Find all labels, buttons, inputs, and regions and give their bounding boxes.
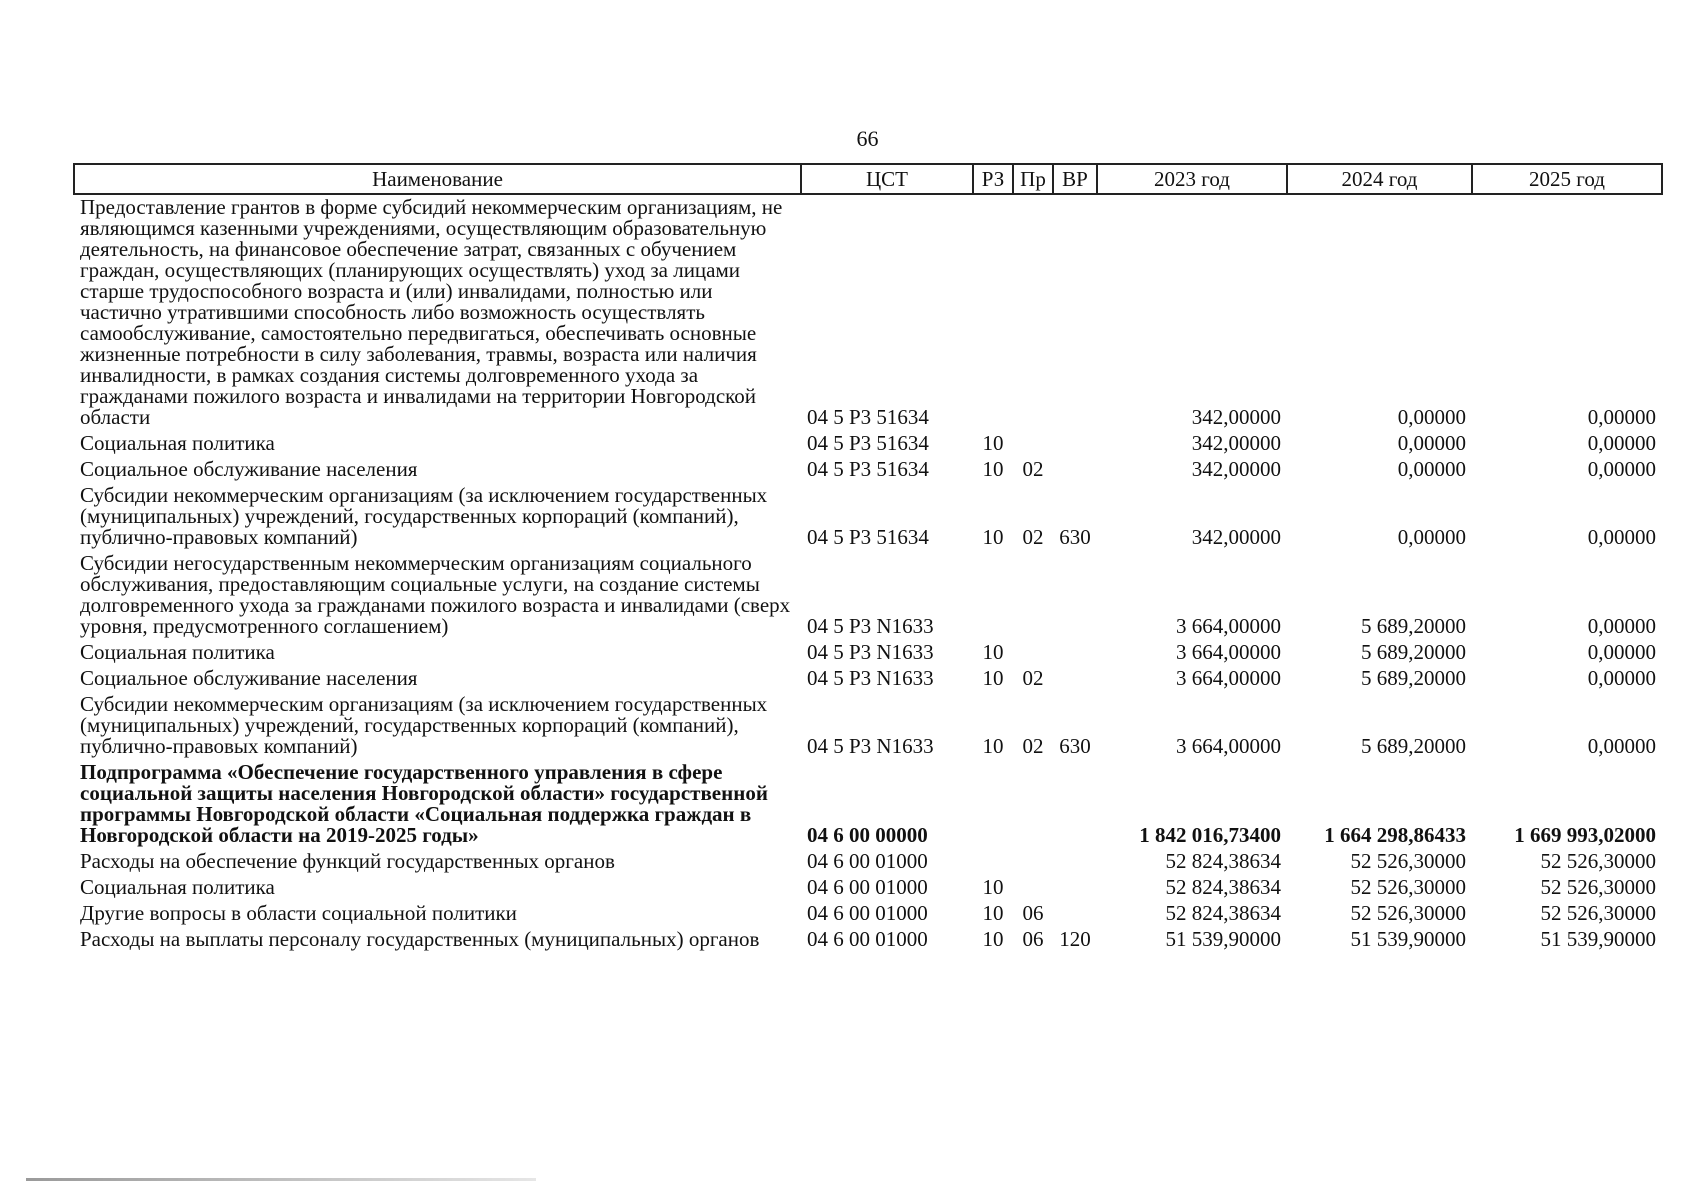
row-vr [1053, 849, 1097, 875]
table-row [74, 666, 1662, 692]
row-cst: 04 5 Р3 N1633 [807, 666, 934, 690]
row-vr [1053, 901, 1097, 927]
scan-edge-line [26, 1178, 536, 1181]
row-cst: 04 6 00 00000 [807, 823, 928, 847]
row-pr [1013, 431, 1053, 457]
row-2025: 0,00000 [1587, 431, 1656, 455]
table-row [74, 551, 1662, 640]
row-2024: 0,00000 [1397, 457, 1466, 481]
row-vr [1053, 760, 1097, 849]
row-2024: 5 689,20000 [1361, 640, 1466, 664]
row-name: Расходы на выплаты персоналу государственных (муниципальных) органов [80, 927, 760, 951]
row-2024: 52 526,30000 [1350, 849, 1466, 873]
row-2024: 52 526,30000 [1350, 875, 1466, 899]
row-2024: 51 539,90000 [1350, 927, 1466, 951]
row-name: Предоставление грантов в форме субсидий некоммерческим организациям, не являющимся казенными учреждениями, осуществляющим образовательную деятельность, на финансовое обеспечение затрат, связанных с обучением граждан, осуществляющих (планирующих осуществлять) уход за лицами старше трудоспособного возраста и (или) инвалидами, полностью или частично утратившими способность либо возможность осуществлять самообслуживание, самостоятельно передвигаться, обеспечивать основные жизненные потребности в силу заболевания, травмы, возраста или наличия инвалидности, в рамках создания системы долговременного ухода за гражданами пожилого возраста и инвалидами на территории Новгородской области [80, 195, 783, 429]
page-number: 66 [856, 126, 879, 151]
row-pr: 02 [1022, 734, 1044, 758]
row-cst: 04 6 00 01000 [807, 927, 928, 951]
row-2025: 0,00000 [1587, 666, 1656, 690]
row-name: Социальная политика [80, 640, 275, 664]
row-2025: 0,00000 [1587, 525, 1656, 549]
row-2023: 52 824,38634 [1165, 875, 1281, 899]
row-2024: 0,00000 [1397, 405, 1466, 429]
table-row [74, 875, 1662, 901]
row-2023: 3 664,00000 [1176, 640, 1281, 664]
row-pr: 06 [1022, 901, 1044, 925]
row-name: Социальная политика [80, 431, 275, 455]
row-pr [1013, 849, 1053, 875]
row-2025: 52 526,30000 [1540, 901, 1656, 925]
row-rz [973, 849, 1013, 875]
row-2024: 5 689,20000 [1361, 614, 1466, 638]
table-row [74, 901, 1662, 927]
table-row [74, 457, 1662, 483]
row-2023: 342,00000 [1191, 457, 1281, 481]
table-row [74, 483, 1662, 551]
header-name: Наименование [74, 164, 801, 194]
row-pr [1013, 194, 1053, 431]
row-2024: 5 689,20000 [1361, 666, 1466, 690]
row-2024: 0,00000 [1397, 525, 1466, 549]
row-2023: 3 664,00000 [1176, 614, 1281, 638]
table-row [74, 927, 1662, 953]
row-name: Субсидии негосударственным некоммерческим организациям социального обслуживания, предоставляющим социальные услуги, на создание системы долговременного ухода за гражданами пожилого возраста и инвалидами (сверх уровня, предусмотренного соглашением) [80, 551, 791, 638]
row-2024: 1 664 298,86433 [1324, 823, 1466, 847]
table-row [74, 194, 1662, 431]
row-pr: 06 [1022, 927, 1044, 951]
row-name: Субсидии некоммерческим организациям (за исключением государственных (муниципальных) учреждений, государственных корпораций (компаний), публично-правовых компаний) [80, 692, 768, 758]
row-vr [1053, 457, 1097, 483]
row-2023: 51 539,90000 [1165, 927, 1281, 951]
row-name: Социальное обслуживание населения [80, 457, 418, 481]
row-rz: 10 [982, 640, 1004, 664]
row-cst: 04 5 Р3 N1633 [807, 734, 934, 758]
row-name: Подпрограмма «Обеспечение государственного управления в сфере социальной защиты населения Новгородской области» государственной программы Новгородской области «Социальная поддержка граждан в Новгородской области на 2019-2025 годы» [80, 760, 768, 847]
row-2023: 3 664,00000 [1176, 666, 1281, 690]
row-vr [1053, 194, 1097, 431]
row-vr [1053, 551, 1097, 640]
row-rz: 10 [982, 734, 1004, 758]
row-rz: 10 [982, 875, 1004, 899]
row-vr: 630 [1059, 525, 1091, 549]
table-row [74, 692, 1662, 760]
row-cst: 04 6 00 01000 [807, 849, 928, 873]
row-cst: 04 5 Р3 51634 [807, 431, 929, 455]
row-cst: 04 6 00 01000 [807, 901, 928, 925]
row-cst: 04 5 Р3 N1633 [807, 640, 934, 664]
table-row [74, 849, 1662, 875]
table-row [74, 760, 1662, 849]
row-2025: 0,00000 [1587, 457, 1656, 481]
row-2025: 52 526,30000 [1540, 875, 1656, 899]
row-2025: 0,00000 [1587, 614, 1656, 638]
budget-table [73, 163, 1663, 953]
row-2025: 51 539,90000 [1540, 927, 1656, 951]
header-2023: 2023 год [1097, 164, 1287, 194]
row-2023: 342,00000 [1191, 405, 1281, 429]
table-row [74, 640, 1662, 666]
row-vr [1053, 431, 1097, 457]
header-vr: ВР [1053, 164, 1097, 194]
row-rz: 10 [982, 666, 1004, 690]
row-2023: 52 824,38634 [1165, 849, 1281, 873]
row-name: Другие вопросы в области социальной политики [80, 901, 517, 925]
table-row [74, 431, 1662, 457]
row-pr: 02 [1022, 457, 1044, 481]
header-rz: РЗ [973, 164, 1013, 194]
row-vr: 630 [1059, 734, 1091, 758]
row-pr: 02 [1022, 666, 1044, 690]
row-2024: 52 526,30000 [1350, 901, 1466, 925]
row-vr [1053, 640, 1097, 666]
row-rz: 10 [982, 431, 1004, 455]
row-2023: 342,00000 [1191, 525, 1281, 549]
row-2025: 1 669 993,02000 [1514, 823, 1656, 847]
header-2025: 2025 год [1472, 164, 1662, 194]
row-vr [1053, 875, 1097, 901]
row-pr [1013, 640, 1053, 666]
row-cst: 04 5 Р3 51634 [807, 405, 929, 429]
header-2024: 2024 год [1287, 164, 1472, 194]
row-vr [1053, 666, 1097, 692]
row-2023: 52 824,38634 [1165, 901, 1281, 925]
row-pr [1013, 760, 1053, 849]
row-2023: 1 842 016,73400 [1139, 823, 1281, 847]
row-rz [973, 760, 1013, 849]
row-rz [973, 194, 1013, 431]
table-header-row [74, 164, 1662, 194]
row-cst: 04 5 Р3 51634 [807, 457, 929, 481]
row-vr: 120 [1059, 927, 1091, 951]
row-name: Социальное обслуживание населения [80, 666, 418, 690]
row-pr [1013, 875, 1053, 901]
row-2023: 3 664,00000 [1176, 734, 1281, 758]
row-rz: 10 [982, 901, 1004, 925]
row-pr: 02 [1022, 525, 1044, 549]
row-rz: 10 [982, 927, 1004, 951]
row-2023: 342,00000 [1191, 431, 1281, 455]
row-2025: 0,00000 [1587, 734, 1656, 758]
row-cst: 04 5 Р3 51634 [807, 525, 929, 549]
row-name: Расходы на обеспечение функций государственных органов [80, 849, 615, 873]
row-pr [1013, 551, 1053, 640]
header-cst: ЦСТ [801, 164, 973, 194]
row-name: Субсидии некоммерческим организациям (за исключением государственных (муниципальных) учреждений, государственных корпораций (компаний), публично-правовых компаний) [80, 483, 768, 549]
row-cst: 04 5 Р3 N1633 [807, 614, 934, 638]
row-name: Социальная политика [80, 875, 275, 899]
table-body [74, 194, 1662, 953]
row-2024: 0,00000 [1397, 431, 1466, 455]
row-2025: 52 526,30000 [1540, 849, 1656, 873]
row-rz [973, 551, 1013, 640]
row-2025: 0,00000 [1587, 640, 1656, 664]
row-cst: 04 6 00 01000 [807, 875, 928, 899]
row-rz: 10 [982, 457, 1004, 481]
row-2025: 0,00000 [1587, 405, 1656, 429]
row-2024: 5 689,20000 [1361, 734, 1466, 758]
header-pr: Пр [1013, 164, 1053, 194]
row-rz: 10 [982, 525, 1004, 549]
